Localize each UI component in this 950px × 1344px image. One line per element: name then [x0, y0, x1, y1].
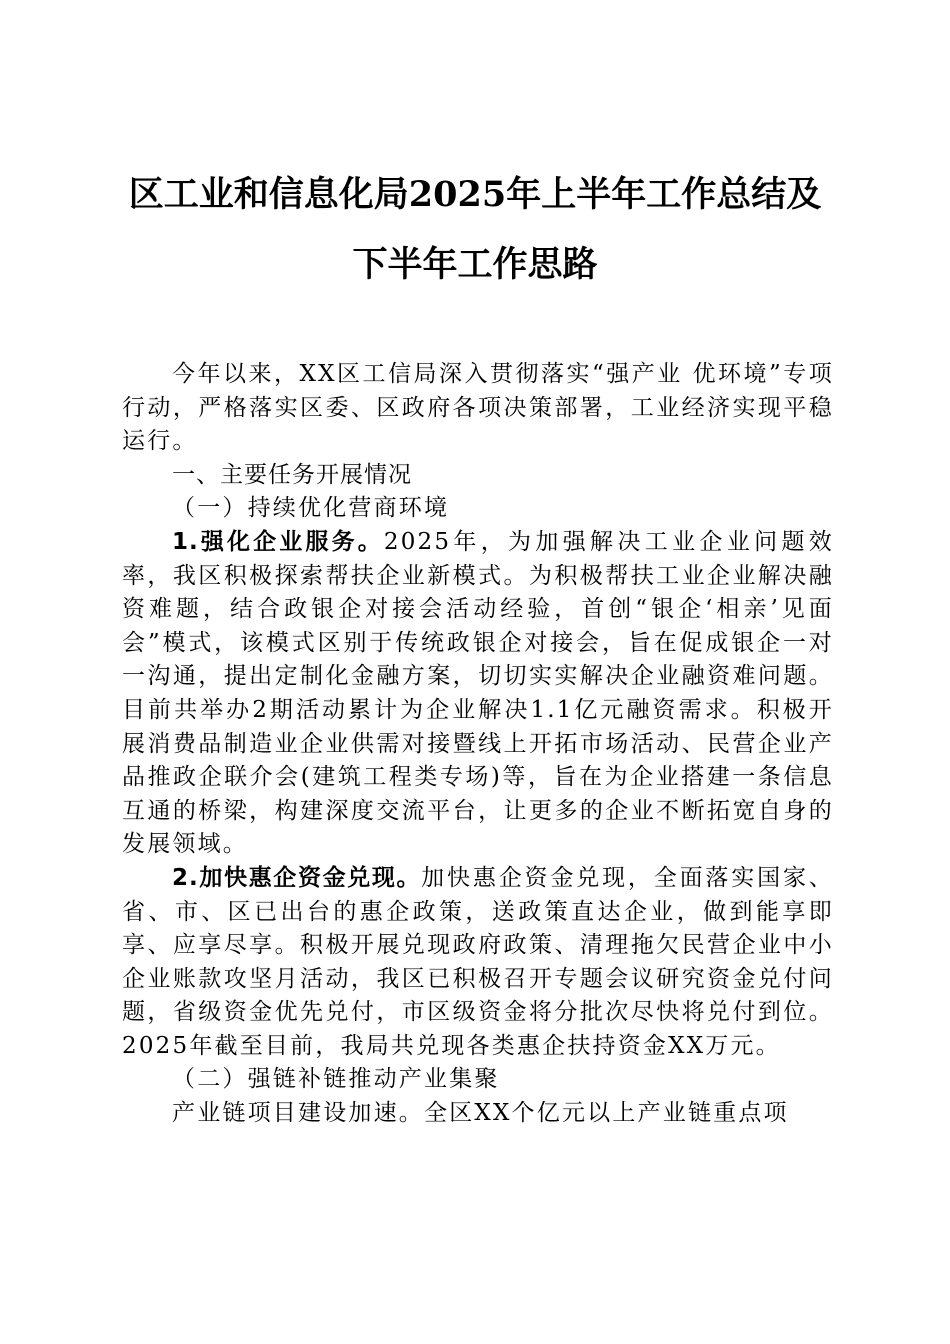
subsection-heading-2: （二）强链补链推动产业集聚: [172, 1066, 500, 1093]
section-heading-1: 一、主要任务开展情况: [172, 461, 412, 488]
paragraph-item-2: [122, 862, 834, 1064]
item-2-text: 加快惠企资金兑现，全面落实国家、省、市、区已出台的惠企政策，送政策直达企业，做到能享即享、应享尽享。积极开展兑现政府政策、清理拖欠民营企业中小企业账款攻坚月活动，我区已积极召开专题会议研究资金兑付问题，省级资金优先兑付，市区级资金将分批次尽快将兑付到位。2025年截至目前，我局共兑现各类惠企扶持资金XX万元。: [122, 864, 835, 1059]
document-body: [122, 358, 834, 1131]
paragraph-item-1: [122, 526, 834, 862]
document-title-line-2: 下半年工作思路: [352, 244, 598, 285]
item-1-lead: 1.强化企业服务。: [172, 528, 384, 555]
paragraph-item-3: 产业链项目建设加速。全区XX个亿元以上产业链重点项: [172, 1100, 789, 1127]
item-1-text: 2025年，为加强解决工业企业问题效率，我区积极探索帮扶企业新模式。为积极帮扶工业企业解决融资难题，结合政银企对接会活动经验，首创“银企‘相亲’见面会”模式，该模式区别于传统政银企对接会，旨在促成银企一对一沟通，提出定制化金融方案，切切实实解决企业融资难问题。目前共举办2期活动累计为企业解决1.1亿元融资需求。积极开展消费品制造业企业供需对接暨线上开拓市场活动、民营企业产品推政企联介会(建筑工程类专场)等，旨在为企业搭建一条信息互通的桥梁，构建深度交流平台，让更多的企业不断拓宽自身的发展领域。: [122, 528, 834, 858]
subsection-heading-1: （一）持续优化营商环境: [172, 495, 450, 522]
item-2-lead: 2.加快惠企资金兑现。: [172, 864, 422, 891]
document-title-line-1: 区工业和信息化局2025年上半年工作总结及: [128, 174, 822, 215]
intro-paragraph: 今年以来，XX区工信局深入贯彻落实“强产业 优环境”专项行动，严格落实区委、区政府各项决策部署，工业经济实现平稳运行。: [122, 361, 834, 455]
